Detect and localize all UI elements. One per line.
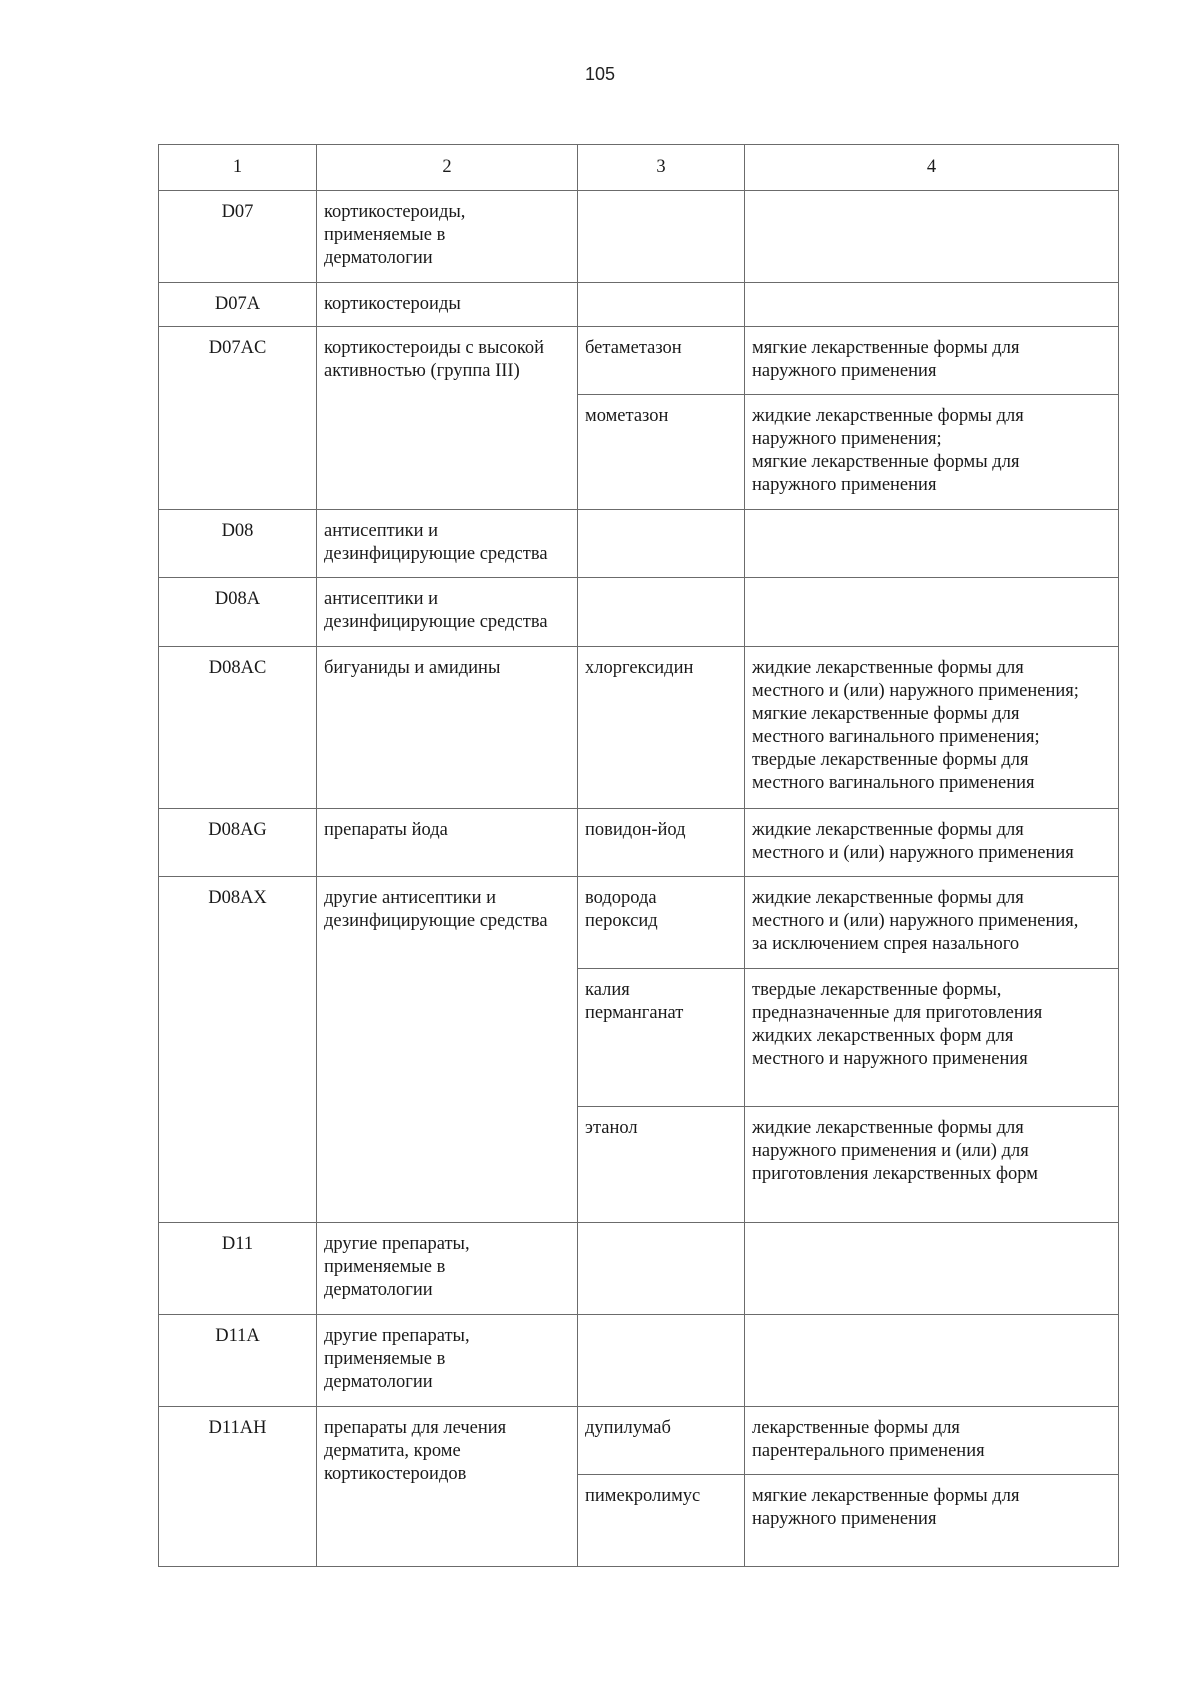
dosage-form-line: наружного применения; (752, 429, 942, 449)
atc-code-cell: D07A (159, 283, 317, 327)
atc-code-cell: D08AC (159, 647, 317, 809)
dosage-form-line: местного и наружного применения (752, 1049, 1028, 1069)
group-name-line: дерматита, кроме (324, 1441, 461, 1461)
anatomical-therapeutic-group-cell (317, 809, 578, 877)
dosage-form-cell (745, 1223, 1119, 1315)
drug-name-cell (578, 877, 745, 969)
dosage-form-line: предназначенные для приготовления (752, 1003, 1043, 1023)
group-name-line: другие препараты, (324, 1326, 470, 1346)
table-row (159, 809, 1119, 877)
drug-name-cell (578, 1475, 745, 1567)
dosage-form-line: жидкие лекарственные формы для (752, 406, 1024, 426)
dosage-form-cell (745, 1315, 1119, 1407)
dosage-form-line: жидких лекарственных форм для (752, 1026, 1014, 1046)
dosage-form-line: жидкие лекарственные формы для (752, 888, 1024, 908)
dosage-form-cell (745, 809, 1119, 877)
dosage-form-line: парентерального применения (752, 1441, 985, 1461)
table-row (159, 1407, 1119, 1475)
drug-classification-table (158, 144, 1119, 1567)
group-name-line: дерматологии (324, 1280, 433, 1300)
group-name-line: применяемые в (324, 225, 446, 245)
drug-name-line: водорода (585, 888, 657, 908)
anatomical-therapeutic-group-cell (317, 1315, 578, 1407)
dosage-form-line: лекарственные формы для (752, 1418, 960, 1438)
column-number-3: 3 (578, 145, 745, 191)
drug-name-cell (578, 578, 745, 647)
group-name-line: кортикостероиды (324, 294, 461, 314)
group-name-line: кортикостероиды, (324, 202, 466, 222)
dosage-form-cell (745, 283, 1119, 327)
group-name-line: дезинфицирующие средства (324, 911, 548, 931)
group-name-line: препараты для лечения (324, 1418, 507, 1438)
drug-name-cell (578, 327, 745, 395)
dosage-form-cell (745, 395, 1119, 510)
drug-name-line: повидон-йод (585, 820, 686, 840)
drug-name-cell (578, 1107, 745, 1223)
column-number-row (159, 145, 1119, 191)
drug-name-line: перманганат (585, 1003, 684, 1023)
atc-code-cell: D11 (159, 1223, 317, 1315)
drug-name-cell (578, 969, 745, 1107)
group-name-line: кортикостероидов (324, 1464, 467, 1484)
drug-name-line: бетаметазон (585, 338, 682, 358)
dosage-form-line: наружного применения (752, 1509, 937, 1529)
drug-name-line: пимекролимус (585, 1486, 701, 1506)
group-name-line: другие антисептики и (324, 888, 497, 908)
anatomical-therapeutic-group-cell (317, 191, 578, 283)
group-name-line: препараты йода (324, 820, 448, 840)
group-name-line: антисептики и (324, 521, 439, 541)
dosage-form-line: мягкие лекарственные формы для (752, 1486, 1020, 1506)
table-row (159, 1223, 1119, 1315)
table-row (159, 1315, 1119, 1407)
table-row (159, 578, 1119, 647)
drug-name-cell (578, 1223, 745, 1315)
dosage-form-cell (745, 510, 1119, 578)
group-name-line: кортикостероиды с высокой (324, 338, 545, 358)
table-row (159, 877, 1119, 969)
dosage-form-line: местного и (или) наружного применения; (752, 681, 1079, 701)
dosage-form-cell (745, 969, 1119, 1107)
drug-name-cell (578, 1315, 745, 1407)
drug-name-cell (578, 510, 745, 578)
drug-name-line: этанол (585, 1118, 638, 1138)
table-row (159, 191, 1119, 283)
dosage-form-line: местного и (или) наружного применения (752, 843, 1074, 863)
group-name-line: дерматологии (324, 1372, 433, 1392)
dosage-form-line: мягкие лекарственные формы для (752, 452, 1020, 472)
column-number-1: 1 (159, 145, 317, 191)
dosage-form-cell (745, 327, 1119, 395)
dosage-form-line: приготовления лекарственных форм (752, 1164, 1038, 1184)
dosage-form-line: наружного применения и (или) для (752, 1141, 1029, 1161)
anatomical-therapeutic-group-cell (317, 283, 578, 327)
anatomical-therapeutic-group-cell (317, 510, 578, 578)
drug-name-line: мометазон (585, 406, 669, 426)
atc-code-cell: D07 (159, 191, 317, 283)
dosage-form-line: наружного применения (752, 361, 937, 381)
atc-code-cell: D08 (159, 510, 317, 578)
drug-name-cell (578, 283, 745, 327)
drug-name-line: хлоргексидин (585, 658, 694, 678)
drug-name-cell (578, 191, 745, 283)
atc-code-cell: D08AX (159, 877, 317, 1223)
group-name-line: другие препараты, (324, 1234, 470, 1254)
anatomical-therapeutic-group-cell (317, 578, 578, 647)
atc-code-cell: D08AG (159, 809, 317, 877)
group-name-line: бигуаниды и амидины (324, 658, 501, 678)
column-number-4: 4 (745, 145, 1119, 191)
dosage-form-line: жидкие лекарственные формы для (752, 820, 1024, 840)
anatomical-therapeutic-group-cell (317, 877, 578, 1223)
atc-code-cell: D11AH (159, 1407, 317, 1567)
drug-name-line: дупилумаб (585, 1418, 671, 1438)
anatomical-therapeutic-group-cell (317, 1223, 578, 1315)
drug-name-cell (578, 809, 745, 877)
atc-code-cell: D08A (159, 578, 317, 647)
dosage-form-line: твердые лекарственные формы для (752, 750, 1029, 770)
group-name-line: активностью (группа III) (324, 361, 520, 381)
drug-name-cell (578, 647, 745, 809)
table-body (159, 145, 1119, 1567)
dosage-form-line: твердые лекарственные формы, (752, 980, 1002, 1000)
atc-code-cell: D07AC (159, 327, 317, 510)
dosage-form-cell (745, 1107, 1119, 1223)
drug-name-line: калия (585, 980, 630, 1000)
dosage-form-line: местного вагинального применения; (752, 727, 1040, 747)
table-row (159, 327, 1119, 395)
table-row (159, 647, 1119, 809)
column-number-2: 2 (317, 145, 578, 191)
dosage-form-line: жидкие лекарственные формы для (752, 1118, 1024, 1138)
dosage-form-line: мягкие лекарственные формы для (752, 704, 1020, 724)
anatomical-therapeutic-group-cell (317, 1407, 578, 1567)
group-name-line: применяемые в (324, 1257, 446, 1277)
group-name-line: применяемые в (324, 1349, 446, 1369)
group-name-line: дезинфицирующие средства (324, 612, 548, 632)
dosage-form-cell (745, 877, 1119, 969)
dosage-form-cell (745, 1475, 1119, 1567)
dosage-form-line: наружного применения (752, 475, 937, 495)
page-number: 105 (584, 64, 616, 84)
table-row (159, 510, 1119, 578)
anatomical-therapeutic-group-cell (317, 647, 578, 809)
drug-name-line: пероксид (585, 911, 658, 931)
dosage-form-line: за исключением спрея назального (752, 934, 1020, 954)
dosage-form-cell (745, 191, 1119, 283)
dosage-form-cell (745, 647, 1119, 809)
dosage-form-line: местного и (или) наружного применения, (752, 911, 1079, 931)
group-name-line: дезинфицирующие средства (324, 544, 548, 564)
dosage-form-cell (745, 1407, 1119, 1475)
drug-name-cell (578, 395, 745, 510)
drug-name-cell (578, 1407, 745, 1475)
dosage-form-line: местного вагинального применения (752, 773, 1035, 793)
dosage-form-line: жидкие лекарственные формы для (752, 658, 1024, 678)
anatomical-therapeutic-group-cell (317, 327, 578, 510)
dosage-form-line: мягкие лекарственные формы для (752, 338, 1020, 358)
atc-code-cell: D11A (159, 1315, 317, 1407)
group-name-line: антисептики и (324, 589, 439, 609)
group-name-line: дерматологии (324, 248, 433, 268)
table-row (159, 283, 1119, 327)
dosage-form-cell (745, 578, 1119, 647)
